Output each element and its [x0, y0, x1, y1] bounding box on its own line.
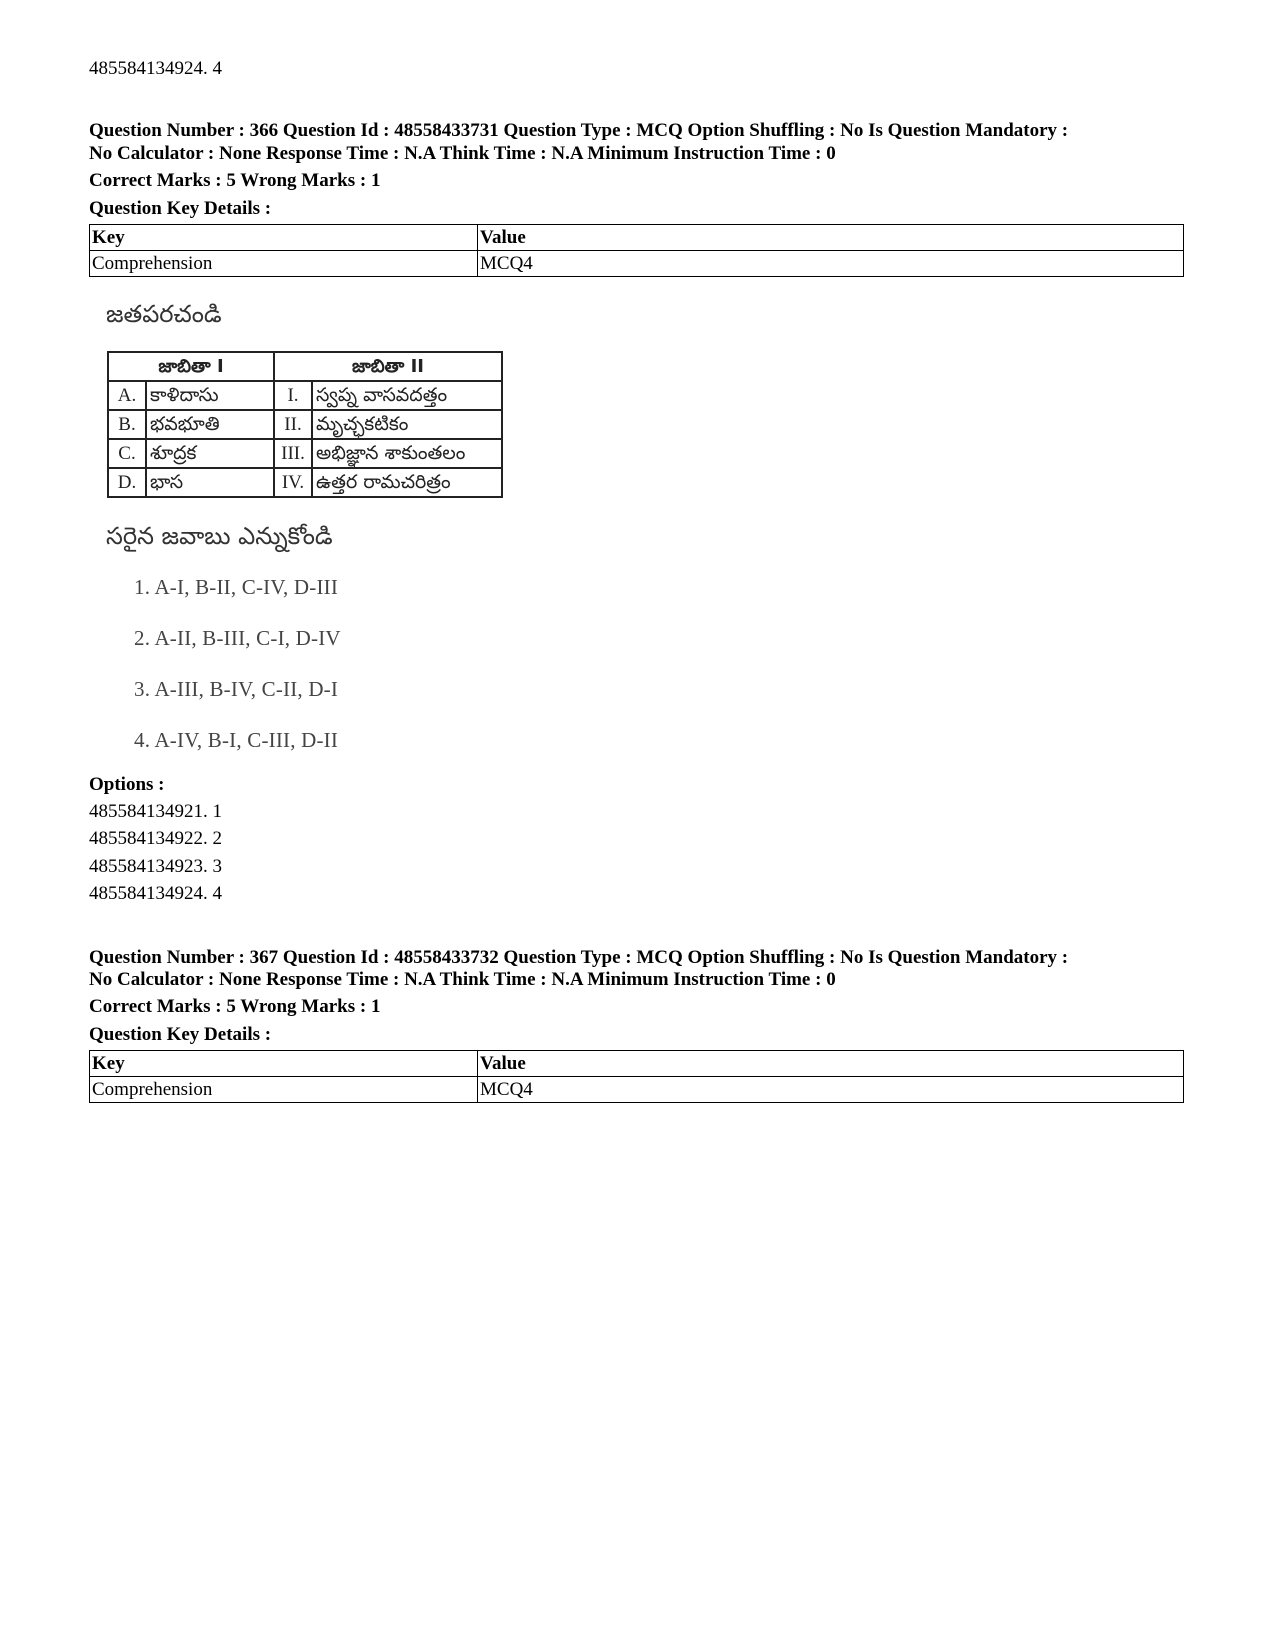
row-letter: A.: [108, 381, 146, 410]
q366-header-line2: No Calculator : None Response Time : N.A Think Time : N.A Minimum Instruction Time : 0: [89, 143, 836, 164]
q366-marks: Correct Marks : 5 Wrong Marks : 1: [89, 170, 381, 191]
key-header: Key: [90, 1051, 478, 1077]
table-row: [108, 352, 502, 381]
table-row: [90, 225, 1184, 251]
q366-instruction: జతపరచండి: [106, 300, 222, 328]
table-row: [108, 410, 502, 439]
key-cell: Comprehension: [90, 1077, 478, 1103]
list2-item: స్వప్న వాసవదత్తం: [312, 381, 502, 410]
q367-key-details-label: Question Key Details :: [89, 1024, 272, 1045]
q367-key-table: [89, 1050, 1184, 1103]
row-letter: C.: [108, 439, 146, 468]
q366-header-line1: Question Number : 366 Question Id : 48558433731 Question Type : MCQ Option Shuffling : No Is Question Mandatory :: [89, 120, 1069, 141]
q366-prompt: సరైన జవాబు ఎన్నుకోండి: [106, 522, 333, 550]
row-letter: B.: [108, 410, 146, 439]
list1-item: భాస: [146, 468, 274, 497]
value-cell: MCQ4: [478, 251, 1184, 277]
list1-item: కాళిదాసు: [146, 381, 274, 410]
list1-header: జాబితా I: [108, 352, 274, 381]
option-item: 485584134924. 4: [89, 883, 222, 904]
table-row: [90, 1051, 1184, 1077]
key-header: Key: [90, 225, 478, 251]
option-item: 485584134923. 3: [89, 856, 222, 877]
row-letter: D.: [108, 468, 146, 497]
value-header: Value: [478, 1051, 1184, 1077]
table-row: [90, 1077, 1184, 1103]
list2-item: అభిజ్ఞాన శాకుంతలం: [312, 439, 502, 468]
q367-header-line1: Question Number : 367 Question Id : 48558433732 Question Type : MCQ Option Shuffling : No Is Question Mandatory :: [89, 947, 1069, 968]
q367-header-line2: No Calculator : None Response Time : N.A Think Time : N.A Minimum Instruction Time : 0: [89, 969, 836, 990]
list1-item: భవభూతి: [146, 410, 274, 439]
option-item: 485584134921. 1: [89, 801, 222, 822]
list2-header: జాబితా II: [274, 352, 502, 381]
q366-options-label: Options :: [89, 774, 165, 795]
value-cell: MCQ4: [478, 1077, 1184, 1103]
option-item: 485584134922. 2: [89, 828, 222, 849]
q366-match-table: [107, 351, 503, 498]
row-roman: II.: [274, 410, 312, 439]
list1-item: శూద్రక: [146, 439, 274, 468]
list2-item: ఉత్తర రామచరిత్రం: [312, 468, 502, 497]
table-row: [108, 468, 502, 497]
table-row: [108, 439, 502, 468]
list2-item: మృచ్ఛకటికం: [312, 410, 502, 439]
choice-2: 2. A-II, B-III, C-I, D-IV: [134, 626, 341, 650]
q366-key-details-label: Question Key Details :: [89, 198, 272, 219]
previous-option: 485584134924. 4: [89, 58, 222, 79]
key-cell: Comprehension: [90, 251, 478, 277]
choice-4: 4. A-IV, B-I, C-III, D-II: [134, 728, 339, 752]
row-roman: IV.: [274, 468, 312, 497]
row-roman: I.: [274, 381, 312, 410]
value-header: Value: [478, 225, 1184, 251]
q367-marks: Correct Marks : 5 Wrong Marks : 1: [89, 996, 381, 1017]
choice-3: 3. A-III, B-IV, C-II, D-I: [134, 677, 339, 701]
choice-1: 1. A-I, B-II, C-IV, D-III: [134, 575, 339, 599]
row-roman: III.: [274, 439, 312, 468]
q366-key-table: [89, 224, 1184, 277]
table-row: [90, 251, 1184, 277]
table-row: [108, 381, 502, 410]
